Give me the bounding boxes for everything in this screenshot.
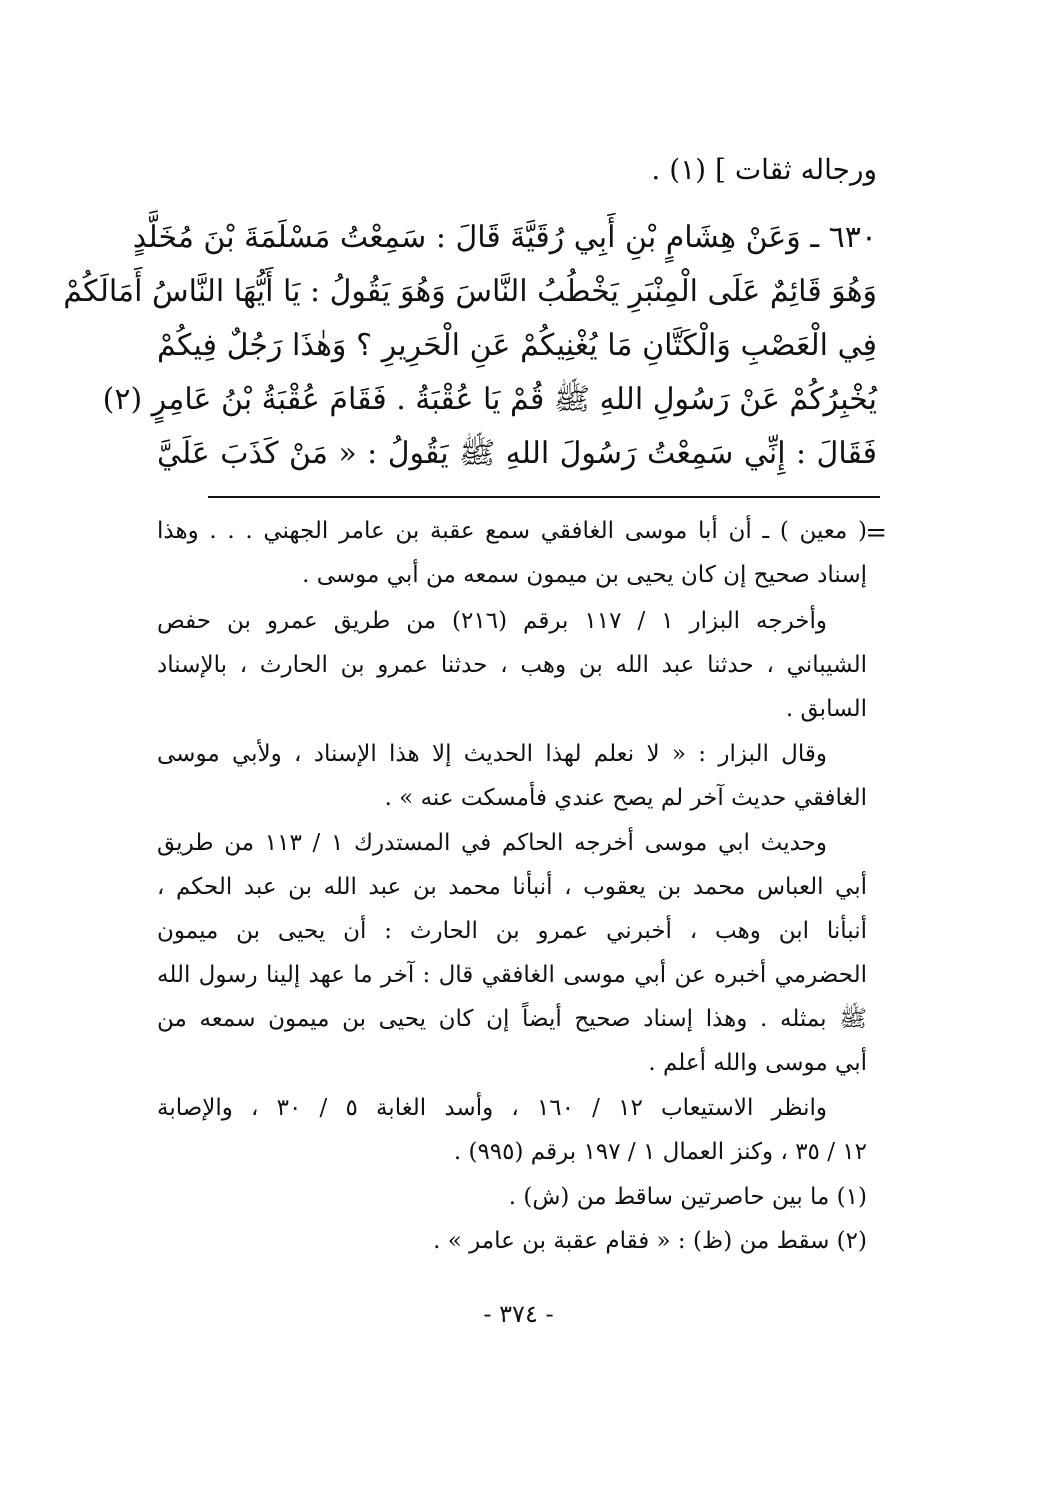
footnote-line: أنبأنا ابن وهب ، أخبرني عمرو بن الحارث : أن يحيى بن ميمون <box>157 918 867 944</box>
footnote-line: الغافقي حديث آخر لم يصح عندي فأمسكت عنه » . <box>384 785 867 811</box>
footnote-line: وانظر الاستيعاب ١٢ / ١٦٠ ، وأسد الغابة ٥ / ٣٠ ، والإصابة <box>157 1095 828 1121</box>
hadith-line: يُخْبِرُكُمْ عَنْ رَسُولِ اللهِ ﷺ قُمْ يَا عُقْبَةُ . فَقَامَ عُقْبَةُ بْنُ عَامِرٍ (٢) <box>102 382 877 417</box>
footnote-continuation-marker: = <box>865 518 887 548</box>
footnote-line: أبي موسى والله أعلم . <box>648 1050 867 1076</box>
footnote-line: ﷺ بمثله . وهذا إسناد صحيح أيضاً إن كان يحيى بن ميمون سمعه من <box>157 1006 867 1032</box>
footnote-line: إسناد صحيح إن كان يحيى بن ميمون سمعه من أبي موسى . <box>302 562 867 588</box>
hadith-line: ٦٣٠ ـ وَعَنْ هِشَامٍ بْنِ أَبِي رُقَيَّةَ قَالَ : سَمِعْتُ مَسْلَمَةَ بْنَ مُخَلَّدٍ <box>132 220 877 255</box>
hadith-line: فَقَالَ : إِنِّي سَمِعْتُ رَسُولَ اللهِ ﷺ يَقُولُ : « مَنْ كَذَبَ عَلَيَّ <box>157 436 877 471</box>
footnote-line: ١٢ / ٣٥ ، وكنز العمال ١ / ١٩٧ برقم (٩٩٥) . <box>453 1139 867 1165</box>
footnote-line: الحضرمي أخبره عن أبي موسى الغافقي قال : آخر ما عهد إلينا رسول الله <box>157 962 867 988</box>
footnote-line: السابق . <box>785 696 867 722</box>
hadith-line: فِي الْعَصْبِ وَالْكَتَّانِ مَا يُغْنِيكُمْ عَنِ الْحَرِيرِ ؟ وَهٰذَا رَجُلٌ فِيكُمْ <box>157 328 877 363</box>
header-line: ورجاله ثقات ] (١) . <box>651 153 877 186</box>
footnote-line: ( معين ) ـ أن أبا موسى الغافقي سمع عقبة بن عامر الجهني . . . وهذا <box>157 518 867 544</box>
footnote-line: الشيباني ، حدثنا عبد الله بن وهب ، حدثنا عمرو بن الحارث ، بالإسناد <box>157 652 867 678</box>
footnote-line: وقال البزار : « لا نعلم لهذا الحديث إلا هذا الإسناد ، ولأبي موسى <box>157 741 827 767</box>
footnote-1: (١) ما بين حاصرتين ساقط من (ش) . <box>508 1184 867 1210</box>
footnote-separator <box>208 496 880 498</box>
footnote-line: وحديث ابي موسى أخرجه الحاكم في المستدرك ١ / ١١٣ من طريق <box>157 830 828 856</box>
footnote-line: وأخرجه البزار ١ / ١١٧ برقم (٢١٦) من طريق عمرو بن حفص <box>157 608 827 634</box>
footnote-2: (٢) سقط من (ظ) : « فقام عقبة بن عامر » . <box>433 1228 867 1254</box>
page-number: - ٣٧٤ - <box>483 1300 554 1328</box>
footnote-line: أبي العباس محمد بن يعقوب ، أنبأنا محمد بن عبد الله بن عبد الحكم ، <box>157 874 867 900</box>
hadith-line: وَهُوَ قَائِمٌ عَلَى الْمِنْبَرِ يَخْطُبُ النَّاسَ وَهُوَ يَقُولُ : يَا أَيُّهَا النَّاسُ أَمَالَكُمْ <box>63 274 877 309</box>
